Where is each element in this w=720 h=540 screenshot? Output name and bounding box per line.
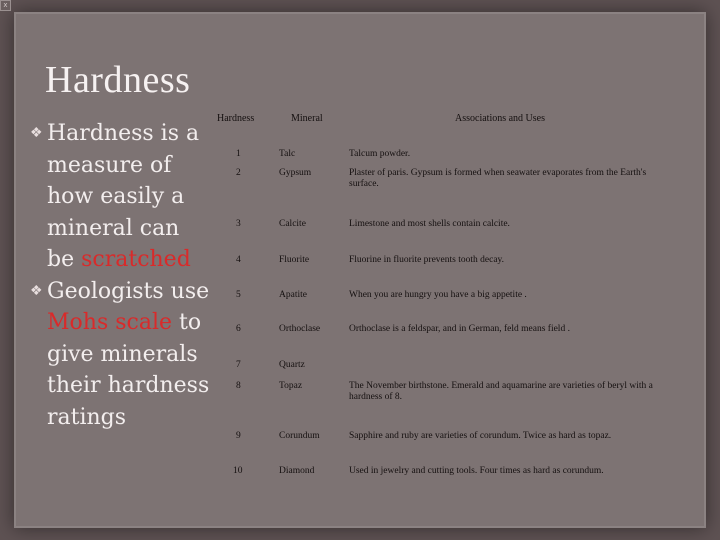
cell-uses: Fluorine in fluorite prevents tooth decay. [349,255,505,265]
cell-mineral: Orthoclase [279,324,321,334]
cell-mineral: Gypsum [279,168,312,178]
cell-mineral: Topaz [279,381,303,391]
bullet-text: Hardness is a measure of how easily a mineral can be [47,121,200,272]
bullet-icon: ❖ [30,282,43,299]
cell-uses: Sapphire and ruby are varieties of corundum. Twice as hard as topaz. [349,431,612,441]
cell-uses: The November birthstone. Emerald and aquamarine are varieties of beryl with a hardness of 8. [349,381,653,402]
bullet-text-after: to give minerals their hardness ratings [47,310,210,430]
cell-mineral: Talc [279,149,296,159]
cell-hardness: 3 [236,219,241,229]
cell-uses: Orthoclase is a feldspar, and in German, feld means field . [349,324,570,334]
cell-mineral: Diamond [279,466,315,476]
cell-hardness: 1 [236,149,241,159]
cell-uses: When you are hungry you have a big appetite . [349,290,527,300]
bullet-highlight: scratched [81,247,191,272]
bullet-item [30,118,210,276]
bullet-icon: ❖ [30,125,43,141]
bullet-item [30,276,210,434]
cell-mineral: Apatite [279,290,307,300]
header-associations: Associations and Uses [455,113,545,124]
cell-hardness: 5 [236,290,241,300]
cell-mineral: Fluorite [279,255,310,265]
cell-hardness: 2 [236,168,241,178]
bullet-list [30,118,210,433]
bullet-highlight: Mohs scale [47,310,173,335]
header-hardness: Hardness [217,113,255,124]
close-icon[interactable]: x [0,0,11,11]
cell-hardness: 9 [236,431,241,441]
cell-mineral: Corundum [279,431,320,441]
cell-mineral: Calcite [279,219,306,229]
header-mineral: Mineral [291,113,323,124]
cell-hardness: 7 [236,360,241,370]
cell-hardness: 4 [236,255,241,265]
cell-mineral: Quartz [279,360,305,370]
cell-hardness: 6 [236,324,241,334]
cell-uses: Plaster of paris. Gypsum is formed when seawater evaporates from the Earth's surface. [349,168,647,189]
cell-uses: Limestone and most shells contain calcite. [349,219,510,229]
cell-uses: Talcum powder. [349,149,411,159]
cell-uses: Used in jewelry and cutting tools. Four times as hard as corundum. [349,466,604,476]
slide-title: Hardness [45,59,191,101]
cell-hardness: 8 [236,381,241,391]
bullet-text: Geologists use [47,278,210,304]
cell-hardness: 10 [233,466,243,476]
